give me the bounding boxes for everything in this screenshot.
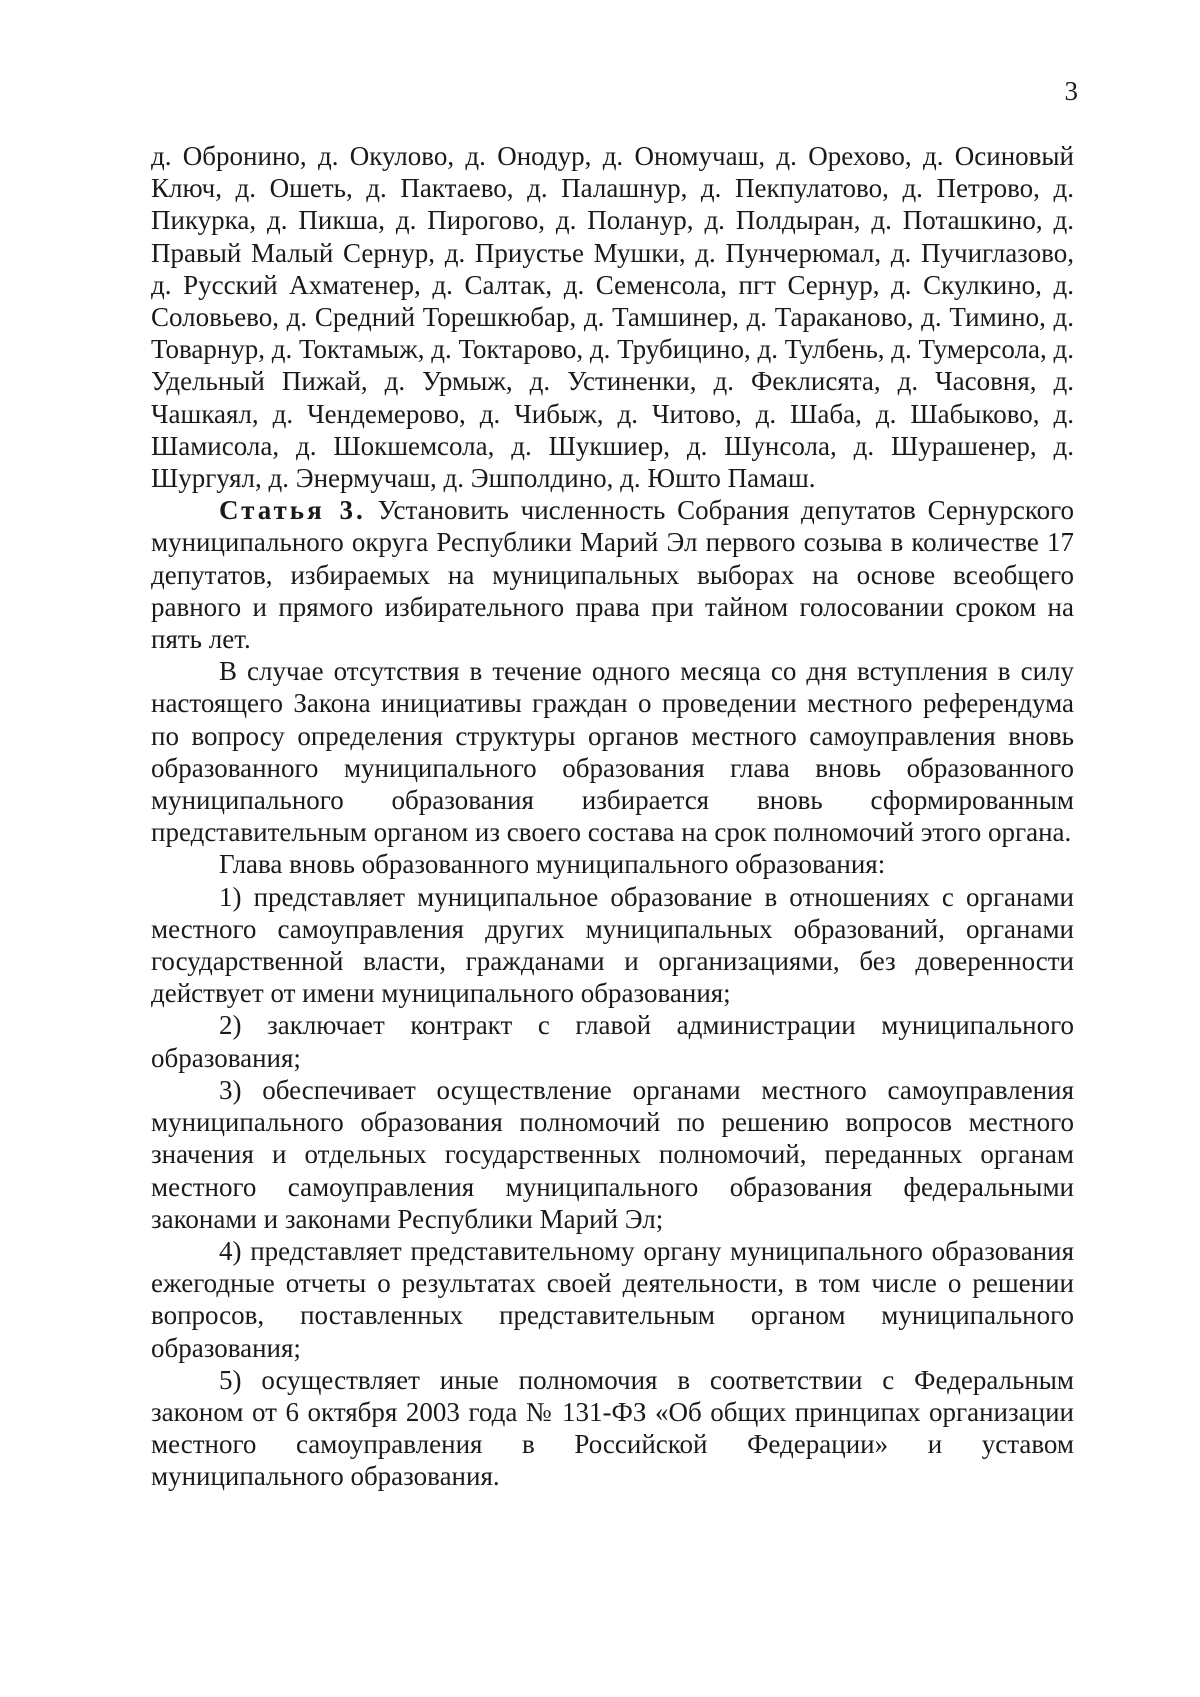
paragraph-head-election: В случае отсутствия в течение одного месяца со дня вступления в силу настоящего Закона инициативы граждан о проведении местного референдума по вопросу определения структуры органов местного самоуправления вновь образованного муниципального образования глава вновь образованного муниципального образования избирается вновь сформированным представительным органом из своего состава на срок полномочий этого органа.	[151, 656, 1074, 848]
list-item-1: 1) представляет муниципальное образование в отношениях с органами местного самоуправления других муниципальных образований, органами государственной власти, гражданами и организациями, без доверенности действует от имени муниципального образования;	[151, 881, 1074, 1009]
paragraph-head-powers-intro: Глава вновь образованного муниципального образования:	[219, 849, 886, 880]
page-number: 3	[1064, 76, 1078, 106]
article-3-paragraph	[151, 494, 1074, 655]
settlement-list-paragraph: д. Обронино, д. Окулово, д. Онодур, д. Ономучаш, д. Орехово, д. Осиновый Ключ, д. Ошеть, д. Пактаево, д. Палашнур, д. Пекпулатово, д. Петрово, д. Пикурка, д. Пикша, д. Пирогово, д. Поланур, д. Полдыран, д. Поташкино, д. Правый Малый Сернур, д. Приустье Мушки, д. Пунчерюмал, д. Пучиглазово, д. Русский Ахматенер, д. Салтак, д. Семенсола, пгт Сернур, д. Скулкино, д. Соловьево, д. Средний Торешкюбар, д. Тамшинер, д. Тараканово, д. Тимино, д. Товарнур, д. Токтамыж, д. Токтарово, д. Трубицино, д. Тулбень, д. Тумерсола, д. Удельный Пижай, д. Урмыж, д. Устиненки, д. Феклисята, д. Часовня, д. Чашкаял, д. Чендемерово, д. Чибыж, д. Читово, д. Шаба, д. Шабыково, д. Шамисола, д. Шокшемсола, д. Шукшиер, д. Шунсола, д. Шурашенер, д. Шургуял, д. Энермучаш, д. Эшполдино, д. Юшто Памаш.	[151, 141, 1074, 494]
list-item-2: 2) заключает контракт с главой администрации муниципального образования;	[151, 1010, 1074, 1073]
article-3-heading: Статья 3.	[219, 495, 366, 526]
list-item-3: 3) обеспечивает осуществление органами местного самоуправления муниципального образования полномочий по решению вопросов местного значения и отдельных государственных полномочий, переданных органам местного самоуправления муниципального образования федеральными законами и законами Республики Марий Эл;	[151, 1074, 1074, 1234]
list-item-5: 5) осуществляет иные полномочия в соответствии с Федеральным законом от 6 октября 2003 года № 131-ФЗ «Об общих принципах организации местного самоуправления в Российской Федерации» и уставом муниципального образования.	[151, 1364, 1074, 1492]
article-3-text: Установить численность Собрания депутатов Сернурского муниципального округа Республики Марий Эл первого созыва в количестве 17 депутатов, избираемых на муниципальных выборах на основе всеобщего равного и прямого избирательного права при тайном голосовании сроком на пять лет.	[151, 495, 1074, 655]
document-body	[151, 140, 1074, 1493]
list-item-4: 4) представляет представительному органу муниципального образования ежегодные отчеты о результатах своей деятельности, в том числе о решении вопросов, поставленных представительным органом муниципального образования;	[151, 1235, 1074, 1363]
